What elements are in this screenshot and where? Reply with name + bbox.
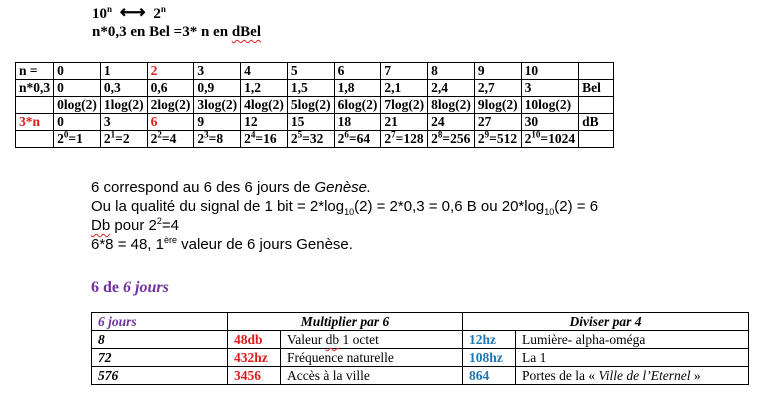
header-ten-exp: n: [107, 4, 113, 14]
header-dbel: dBel: [231, 24, 261, 40]
row-label: [16, 97, 54, 114]
table-cell: $2^0=1$: [54, 131, 101, 148]
table-cell: 0: [54, 63, 101, 80]
mult-value: 48db: [228, 331, 281, 349]
table-cell: 2,7: [474, 80, 521, 97]
table-cell: 7: [381, 63, 428, 80]
table-row-bel: [16, 80, 614, 97]
row-tail: dB: [579, 114, 614, 131]
div-text: La 1: [516, 349, 749, 367]
table-cell: 30: [521, 114, 578, 131]
table-cell: 2,1: [381, 80, 428, 97]
header-line-2: [92, 24, 261, 41]
table-cell: 1,8: [334, 80, 381, 97]
div-text: Portes de la « Ville de l’Eternel »: [516, 367, 749, 385]
paragraph: [91, 178, 598, 254]
table-row: [92, 367, 749, 385]
row-tail: [579, 97, 614, 114]
div-value: 12hz: [463, 331, 516, 349]
days-value: 8: [92, 331, 228, 349]
table-cell: $2^1=2$: [100, 131, 147, 148]
row-label: n =: [16, 63, 54, 80]
days-value: 576: [92, 367, 228, 385]
subheading: 6 de 6 jours: [91, 279, 169, 296]
table-cell: 3: [521, 80, 578, 97]
div-value: 864: [463, 367, 516, 385]
table-cell: 6: [334, 63, 381, 80]
table-cell: 3: [100, 114, 147, 131]
table-cell: $2^2=4$: [147, 131, 194, 148]
table-cell: 9: [474, 63, 521, 80]
paragraph-line-3: Db pour $2^2=4$: [91, 216, 180, 234]
row-label: n*0,3: [16, 80, 54, 97]
double-arrow-icon: ⟷: [119, 2, 146, 22]
table-cell: 2,4: [428, 80, 475, 97]
table-cell: 8: [428, 63, 475, 80]
table-cell: 1: [100, 63, 147, 80]
table-cell: 1,2: [241, 80, 288, 97]
header-diviser: Diviser par 4: [463, 313, 749, 331]
days-value: 72: [92, 349, 228, 367]
table-cell: $2^5=32$: [287, 131, 334, 148]
table-cell: 4log(2): [241, 97, 288, 114]
paragraph-line-1: 6 correspond au 6 des 6 jours de Genèse.: [91, 179, 372, 196]
table-cell: 9: [194, 114, 241, 131]
table-cell: 15: [287, 114, 334, 131]
mult-text: Valeur db 1 octet: [281, 331, 463, 349]
table-cell: 12: [241, 114, 288, 131]
header-two: 2: [153, 6, 161, 22]
table-row-powers: [16, 131, 614, 148]
conversion-table: [15, 62, 614, 148]
table-cell: 0,9: [194, 80, 241, 97]
row-label: 3*n: [16, 114, 54, 131]
table-row-log: [16, 97, 614, 114]
header-six-jours: 6 jours: [92, 313, 228, 331]
table-header-row: [92, 313, 749, 331]
table-cell: 6log(2): [334, 97, 381, 114]
table-cell: 0: [54, 114, 101, 131]
table-cell: 24: [428, 114, 475, 131]
paragraph-line-2: Ou la qualité du signal de 1 bit = $2*\log_{10}(2) = 2*0,3 = 0,6$ B ou $20*\log_{10}(2) = 6$: [91, 198, 599, 217]
table-cell: 7log(2): [381, 97, 428, 114]
mult-value: 432hz: [228, 349, 281, 367]
table-row: [92, 349, 749, 367]
table-row-db: [16, 114, 614, 131]
table-cell: $2^4=16$: [241, 131, 288, 148]
header-ten: 10: [92, 6, 107, 22]
table-cell: $2^3=8$: [194, 131, 241, 148]
row-tail: Bel: [579, 80, 614, 97]
table-cell: $2^6=64$: [334, 131, 381, 148]
div-text: Lumière- alpha-oméga: [516, 331, 749, 349]
table-cell: $2^7=128$: [381, 131, 428, 148]
table-cell: 8log(2): [428, 97, 475, 114]
table-cell-highlight: 2: [147, 63, 194, 80]
subheading-number: 6: [91, 279, 99, 296]
table-cell: 5log(2): [287, 97, 334, 114]
table-cell: $2^8=256$: [428, 131, 475, 148]
table-cell: 0log(2): [54, 97, 101, 114]
paragraph-line-4: 6*8 = 48, 1ère valeur de 6 jours Genèse.: [91, 235, 353, 253]
header-formula: n*0,3 en Bel =3* n en: [92, 24, 232, 40]
table-cell: 3: [194, 63, 241, 80]
div-value: 108hz: [463, 349, 516, 367]
table-cell: 10: [521, 63, 578, 80]
table-cell: 9log(2): [474, 97, 521, 114]
mult-text: Accès à la ville: [281, 367, 463, 385]
table-cell: 27: [474, 114, 521, 131]
table-cell: 18: [334, 114, 381, 131]
header-line-1: [92, 2, 166, 23]
row-tail: [579, 131, 614, 148]
table-cell: 0,3: [100, 80, 147, 97]
header-two-exp: n: [160, 4, 166, 14]
row-tail: [579, 63, 614, 80]
table-cell: 5: [287, 63, 334, 80]
table-cell-highlight: 6: [147, 114, 194, 131]
table-cell: $2^9=512$: [474, 131, 521, 148]
table-cell: 3log(2): [194, 97, 241, 114]
mult-value: 3456: [228, 367, 281, 385]
table-cell: 4: [241, 63, 288, 80]
table-cell: 10log(2): [521, 97, 578, 114]
table-cell: 1log(2): [100, 97, 147, 114]
table-row: [92, 331, 749, 349]
table-cell: $2^{10}=1024$: [521, 131, 578, 148]
six-days-table: [91, 312, 749, 385]
header-multiplier: Multiplier par 6: [228, 313, 463, 331]
mult-text: Fréquence naturelle: [281, 349, 463, 367]
table-cell: 2log(2): [147, 97, 194, 114]
table-cell: 0: [54, 80, 101, 97]
table-cell: 1,5: [287, 80, 334, 97]
row-label: [16, 131, 54, 148]
table-cell: 0,6: [147, 80, 194, 97]
table-row-n: [16, 63, 614, 80]
table-cell: 21: [381, 114, 428, 131]
